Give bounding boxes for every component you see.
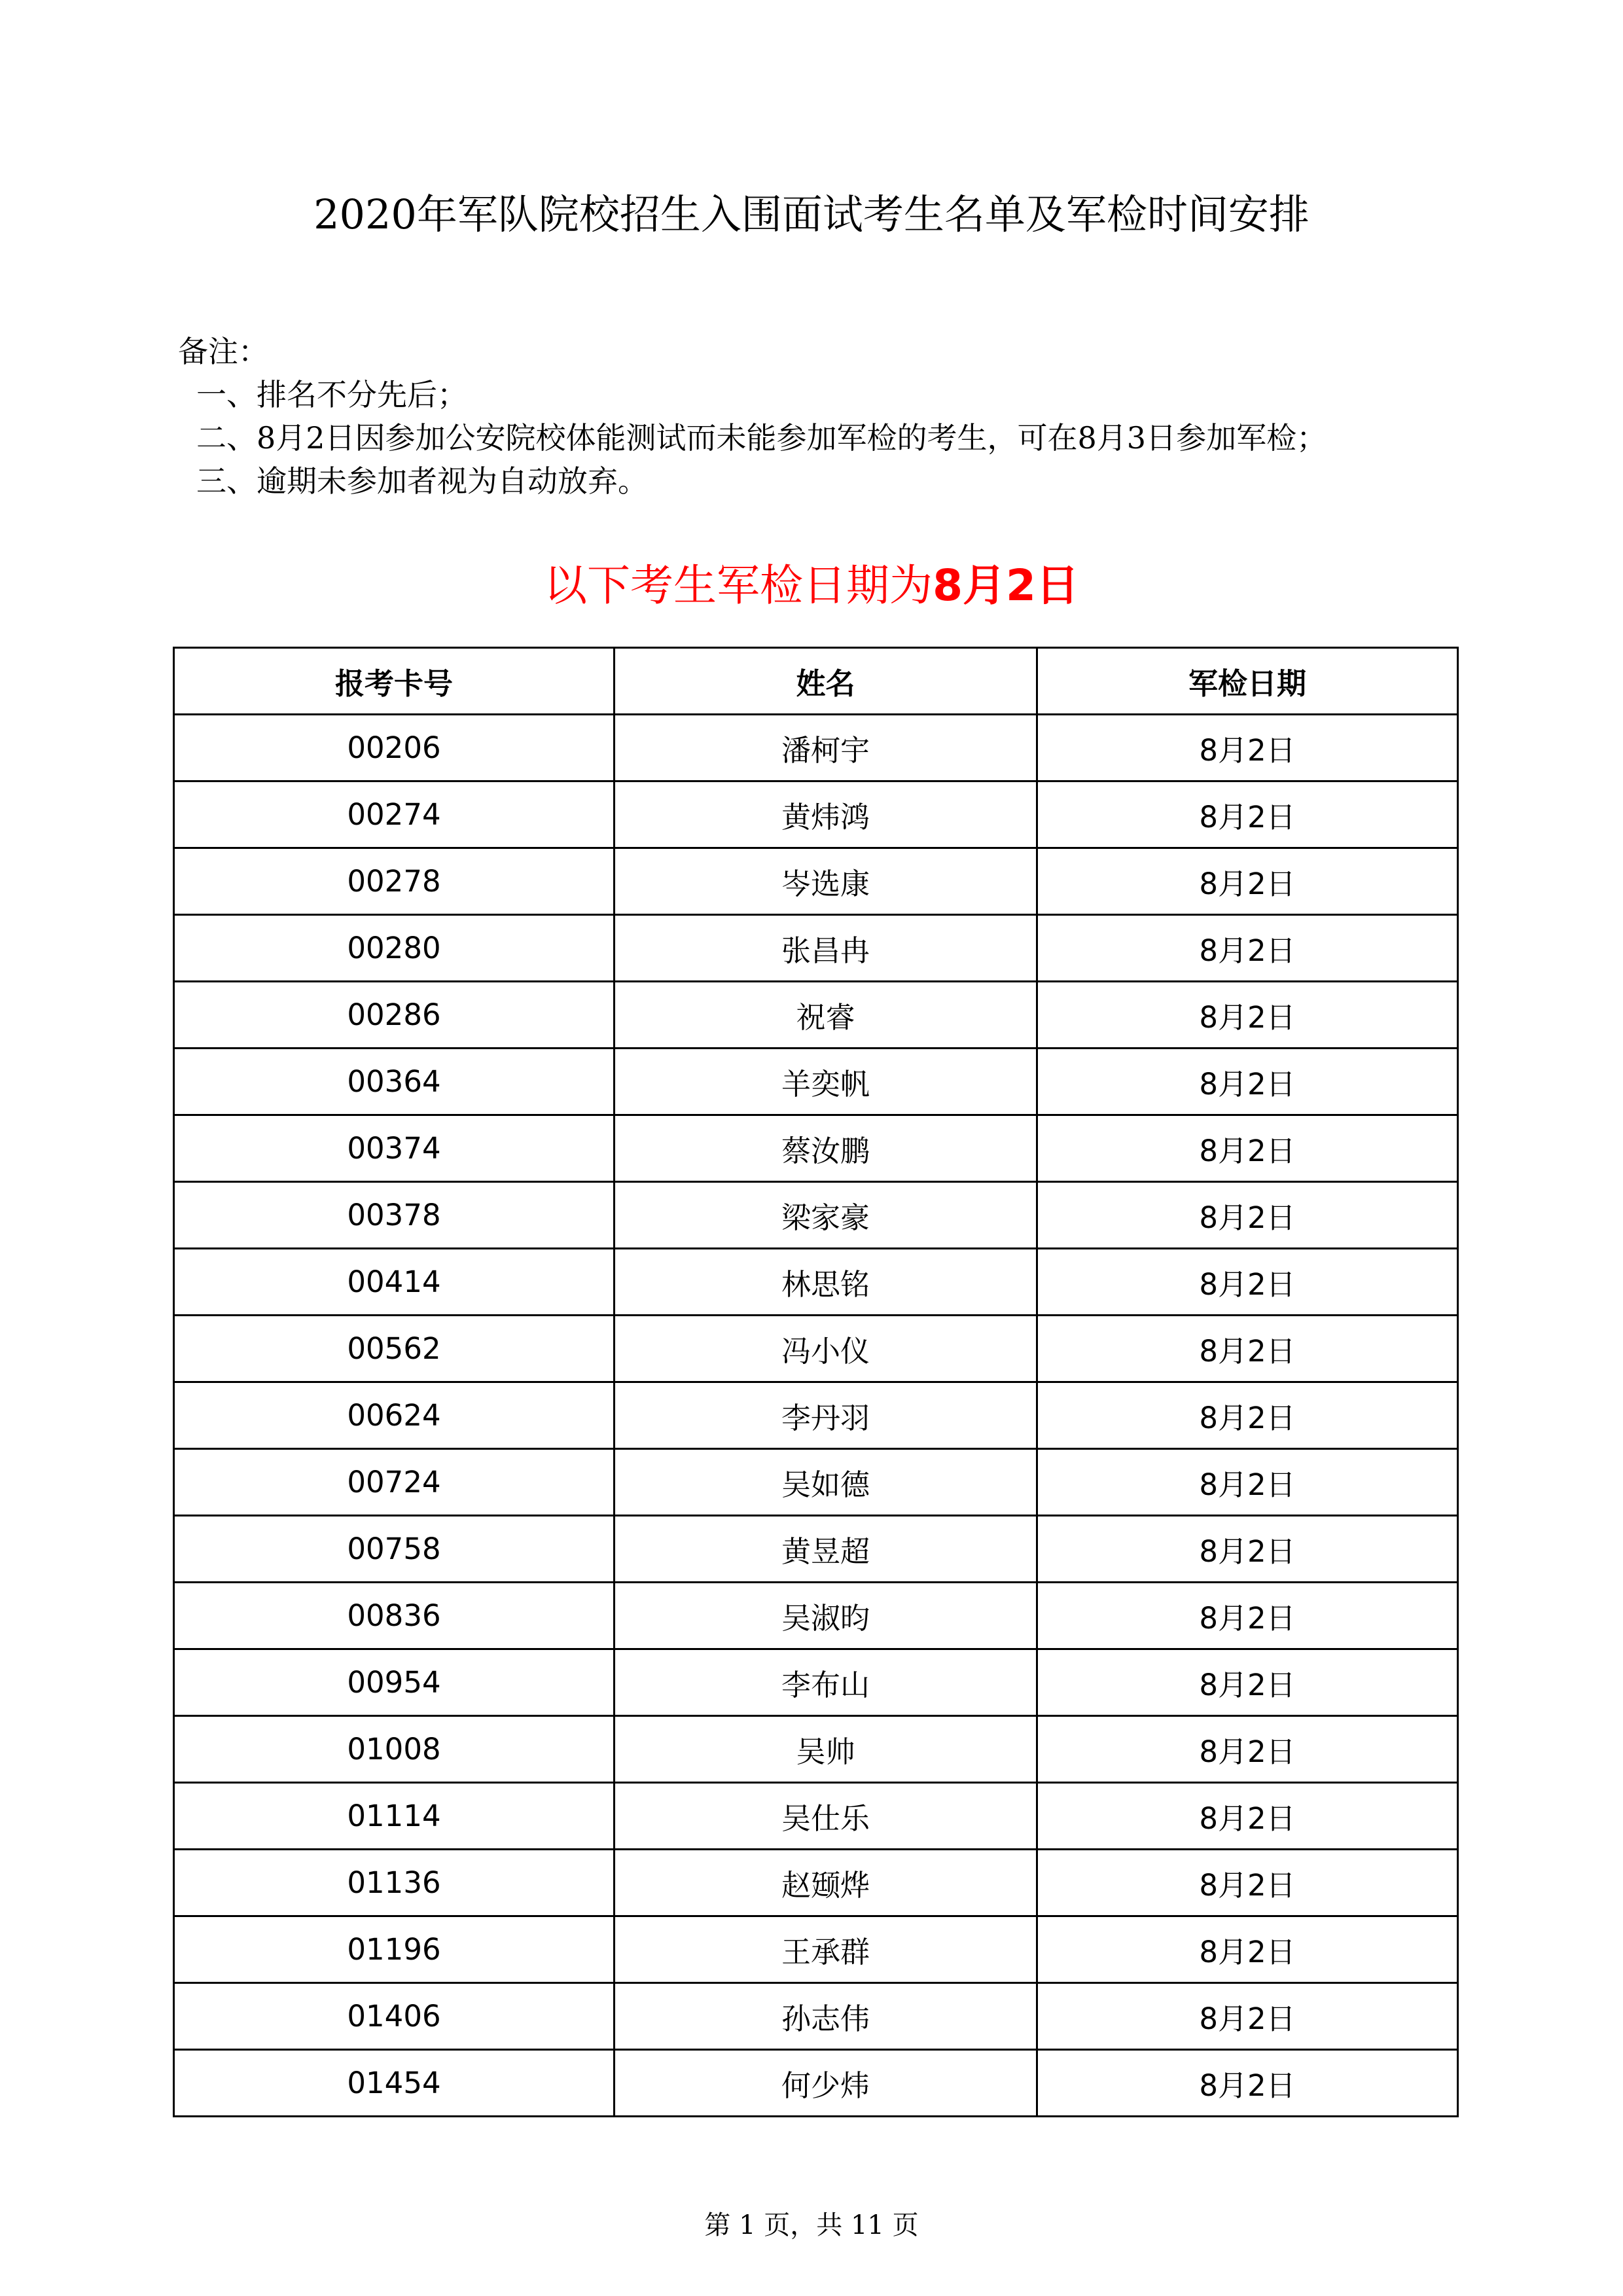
name-cell: 岑选康 xyxy=(615,848,1037,915)
notes-block xyxy=(178,330,1487,503)
card-number-cell: 01008 xyxy=(174,1716,615,1783)
name-cell: 黄昱超 xyxy=(615,1516,1037,1583)
name-cell: 吴仕乐 xyxy=(615,1783,1037,1850)
table-row xyxy=(174,1583,1458,1649)
name-cell: 张昌冉 xyxy=(615,915,1037,982)
table-row xyxy=(174,1115,1458,1182)
section-heading xyxy=(0,556,1623,615)
table-row xyxy=(174,1916,1458,1983)
exam-date-cell: 8月2日 xyxy=(1037,1382,1458,1449)
exam-date-cell: 8月2日 xyxy=(1037,1983,1458,2050)
table-row xyxy=(174,848,1458,915)
exam-date-cell: 8月2日 xyxy=(1037,1516,1458,1583)
exam-date-cell: 8月2日 xyxy=(1037,1182,1458,1249)
exam-date-cell: 8月2日 xyxy=(1037,915,1458,982)
table-header-row xyxy=(174,648,1458,715)
name-cell: 潘柯宇 xyxy=(615,715,1037,781)
exam-date-cell: 8月2日 xyxy=(1037,1583,1458,1649)
table-row xyxy=(174,1316,1458,1382)
name-cell: 黄炜鸿 xyxy=(615,781,1037,848)
table-row xyxy=(174,1783,1458,1850)
card-number-cell: 00954 xyxy=(174,1649,615,1716)
card-number-cell: 00562 xyxy=(174,1316,615,1382)
table-row xyxy=(174,1249,1458,1316)
name-cell: 王承群 xyxy=(615,1916,1037,1983)
table-row xyxy=(174,915,1458,982)
exam-date-cell: 8月2日 xyxy=(1037,848,1458,915)
document-title: 2020年军队院校招生入围面试考生名单及军检时间安排 xyxy=(313,190,1310,238)
table-row xyxy=(174,1182,1458,1249)
exam-date-cell: 8月2日 xyxy=(1037,1049,1458,1115)
table-row xyxy=(174,1649,1458,1716)
card-number-cell: 00278 xyxy=(174,848,615,915)
table-row xyxy=(174,982,1458,1049)
name-cell: 祝睿 xyxy=(615,982,1037,1049)
table-row xyxy=(174,1049,1458,1115)
name-cell: 吴如德 xyxy=(615,1449,1037,1516)
exam-date-cell: 8月2日 xyxy=(1037,1783,1458,1850)
card-number-cell: 00724 xyxy=(174,1449,615,1516)
name-cell: 李丹羽 xyxy=(615,1382,1037,1449)
header-exam-date: 军检日期 xyxy=(1037,648,1458,715)
exam-date-cell: 8月2日 xyxy=(1037,1449,1458,1516)
card-number-cell: 01454 xyxy=(174,2050,615,2117)
card-number-cell: 00274 xyxy=(174,781,615,848)
card-number-cell: 01114 xyxy=(174,1783,615,1850)
table-row xyxy=(174,1983,1458,2050)
note-item-3: 三、逾期未参加者视为自动放弃。 xyxy=(196,463,648,499)
exam-date-cell: 8月2日 xyxy=(1037,1916,1458,1983)
name-cell: 吴帅 xyxy=(615,1716,1037,1783)
name-cell: 何少炜 xyxy=(615,2050,1037,2117)
card-number-cell: 00364 xyxy=(174,1049,615,1115)
table-row xyxy=(174,1449,1458,1516)
exam-date-cell: 8月2日 xyxy=(1037,1249,1458,1316)
name-cell: 羊奕帆 xyxy=(615,1049,1037,1115)
header-card-number: 报考卡号 xyxy=(174,648,615,715)
card-number-cell: 01136 xyxy=(174,1850,615,1916)
exam-date-cell: 8月2日 xyxy=(1037,2050,1458,2117)
section-heading-date: 8月2日 xyxy=(933,560,1079,611)
table-row xyxy=(174,1382,1458,1449)
card-number-cell: 00758 xyxy=(174,1516,615,1583)
exam-date-cell: 8月2日 xyxy=(1037,1716,1458,1783)
exam-date-cell: 8月2日 xyxy=(1037,781,1458,848)
table-row xyxy=(174,1516,1458,1583)
table-row xyxy=(174,2050,1458,2117)
note-item-1: 一、排名不分先后； xyxy=(196,377,467,412)
note-item-2: 二、8月2日因参加公安院校体能测试而未能参加军检的考生，可在8月3日参加军检； xyxy=(196,420,1327,456)
exam-date-cell: 8月2日 xyxy=(1037,1316,1458,1382)
name-cell: 李布山 xyxy=(615,1649,1037,1716)
name-cell: 林思铭 xyxy=(615,1249,1037,1316)
exam-date-cell: 8月2日 xyxy=(1037,1850,1458,1916)
card-number-cell: 00624 xyxy=(174,1382,615,1449)
card-number-cell: 00378 xyxy=(174,1182,615,1249)
name-cell: 蔡汝鹏 xyxy=(615,1115,1037,1182)
table-row xyxy=(174,1716,1458,1783)
card-number-cell: 00286 xyxy=(174,982,615,1049)
card-number-cell: 00206 xyxy=(174,715,615,781)
exam-date-cell: 8月2日 xyxy=(1037,1649,1458,1716)
card-number-cell: 00414 xyxy=(174,1249,615,1316)
exam-date-cell: 8月2日 xyxy=(1037,982,1458,1049)
card-number-cell: 01406 xyxy=(174,1983,615,2050)
notes-label: 备注： xyxy=(178,334,268,369)
card-number-cell: 00836 xyxy=(174,1583,615,1649)
name-cell: 孙志伟 xyxy=(615,1983,1037,2050)
name-cell: 吴淑昀 xyxy=(615,1583,1037,1649)
name-cell: 赵颋烨 xyxy=(615,1850,1037,1916)
card-number-cell: 00280 xyxy=(174,915,615,982)
name-cell: 梁家豪 xyxy=(615,1182,1037,1249)
page-footer: 第 1 页，共 11 页 xyxy=(704,2210,919,2240)
card-number-cell: 00374 xyxy=(174,1115,615,1182)
name-cell: 冯小仪 xyxy=(615,1316,1037,1382)
table-body xyxy=(174,715,1458,2117)
table-row xyxy=(174,781,1458,848)
header-name: 姓名 xyxy=(615,648,1037,715)
table-row xyxy=(174,1850,1458,1916)
card-number-cell: 01196 xyxy=(174,1916,615,1983)
candidate-table xyxy=(173,647,1459,2117)
exam-date-cell: 8月2日 xyxy=(1037,1115,1458,1182)
exam-date-cell: 8月2日 xyxy=(1037,715,1458,781)
table-row xyxy=(174,715,1458,781)
section-heading-prefix: 以下考生军检日期为 xyxy=(544,560,933,611)
